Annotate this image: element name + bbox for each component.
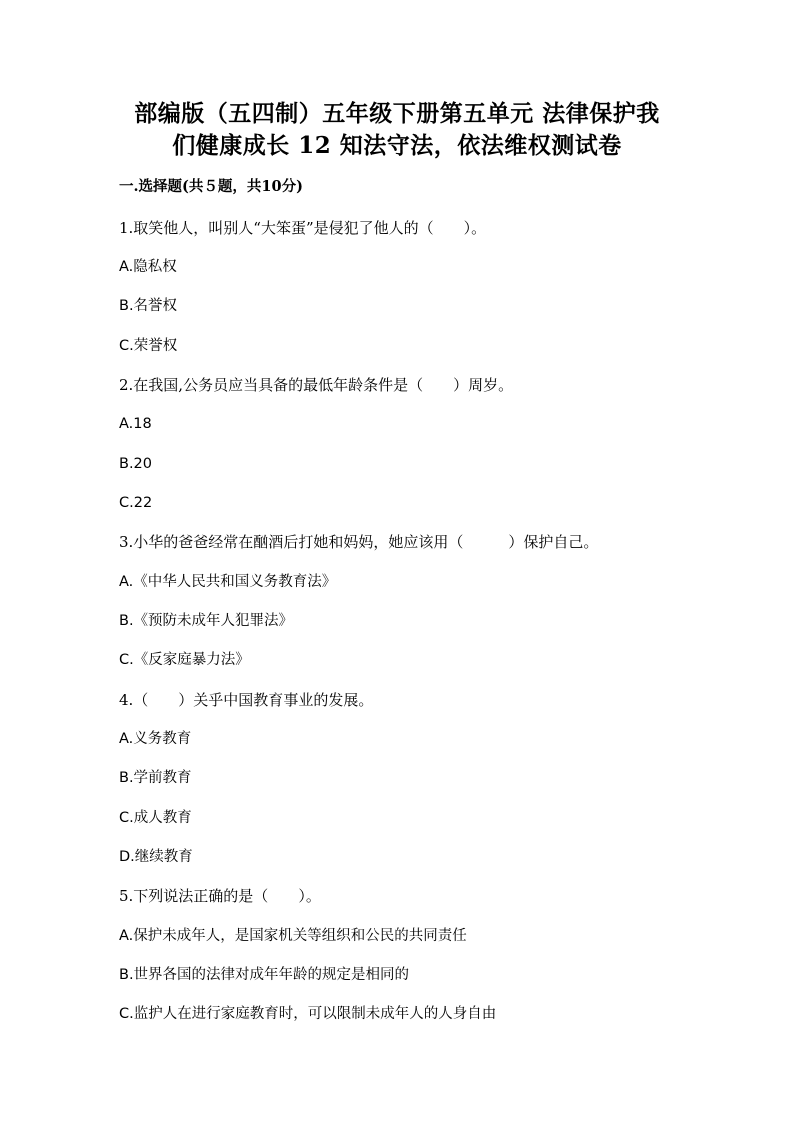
question-3-option-c: C.《反家庭暴力法》 <box>119 652 250 668</box>
question-1-option-b: B.名誉权 <box>119 298 178 314</box>
question-5-option-c: C.监护人在进行家庭教育时，可以限制未成年人的人身自由 <box>119 1006 497 1022</box>
question-2-stem: 2.在我国,公务员应当具备的最低年龄条件是（ ）周岁。 <box>119 376 514 394</box>
question-5-option-b: B.世界各国的法律对成年年龄的规定是相同的 <box>119 967 410 983</box>
question-3-option-a: A.《中华人民共和国义务教育法》 <box>119 574 337 590</box>
document-title-line-2: 们健康成长 12 知法守法，依法维权测试卷 <box>172 132 622 159</box>
question-4-option-b: B.学前教育 <box>119 770 192 786</box>
question-2-option-a: A.18 <box>119 416 152 432</box>
question-5-stem: 5.下列说法正确的是（ ）。 <box>119 887 321 905</box>
question-3-option-b: B.《预防未成年人犯罪法》 <box>119 613 294 629</box>
section-heading: 一.选择题(共５题，共10分) <box>119 178 303 195</box>
question-1-stem: 1.取笑他人，叫别人“大笨蛋”是侵犯了他人的（ ）。 <box>119 219 487 237</box>
question-1-option-a: A.隐私权 <box>119 259 177 275</box>
document-title-line-1: 部编版（五四制）五年级下册第五单元 法律保护我 <box>134 100 660 127</box>
question-1-option-c: C.荣誉权 <box>119 338 178 354</box>
question-3-stem: 3.小华的爸爸经常在酗酒后打她和妈妈，她应该用（ ）保护自己。 <box>119 533 599 551</box>
question-4-option-d: D.继续教育 <box>119 849 193 865</box>
question-2-option-b: B.20 <box>119 456 153 472</box>
question-2-option-c: C.22 <box>119 495 153 511</box>
question-5-option-a: A.保护未成年人，是国家机关等组织和公民的共同责任 <box>119 928 467 944</box>
question-4-option-c: C.成人教育 <box>119 810 192 826</box>
question-4-stem: 4.（ ）关乎中国教育事业的发展。 <box>119 691 374 709</box>
question-4-option-a: A.义务教育 <box>119 731 192 747</box>
